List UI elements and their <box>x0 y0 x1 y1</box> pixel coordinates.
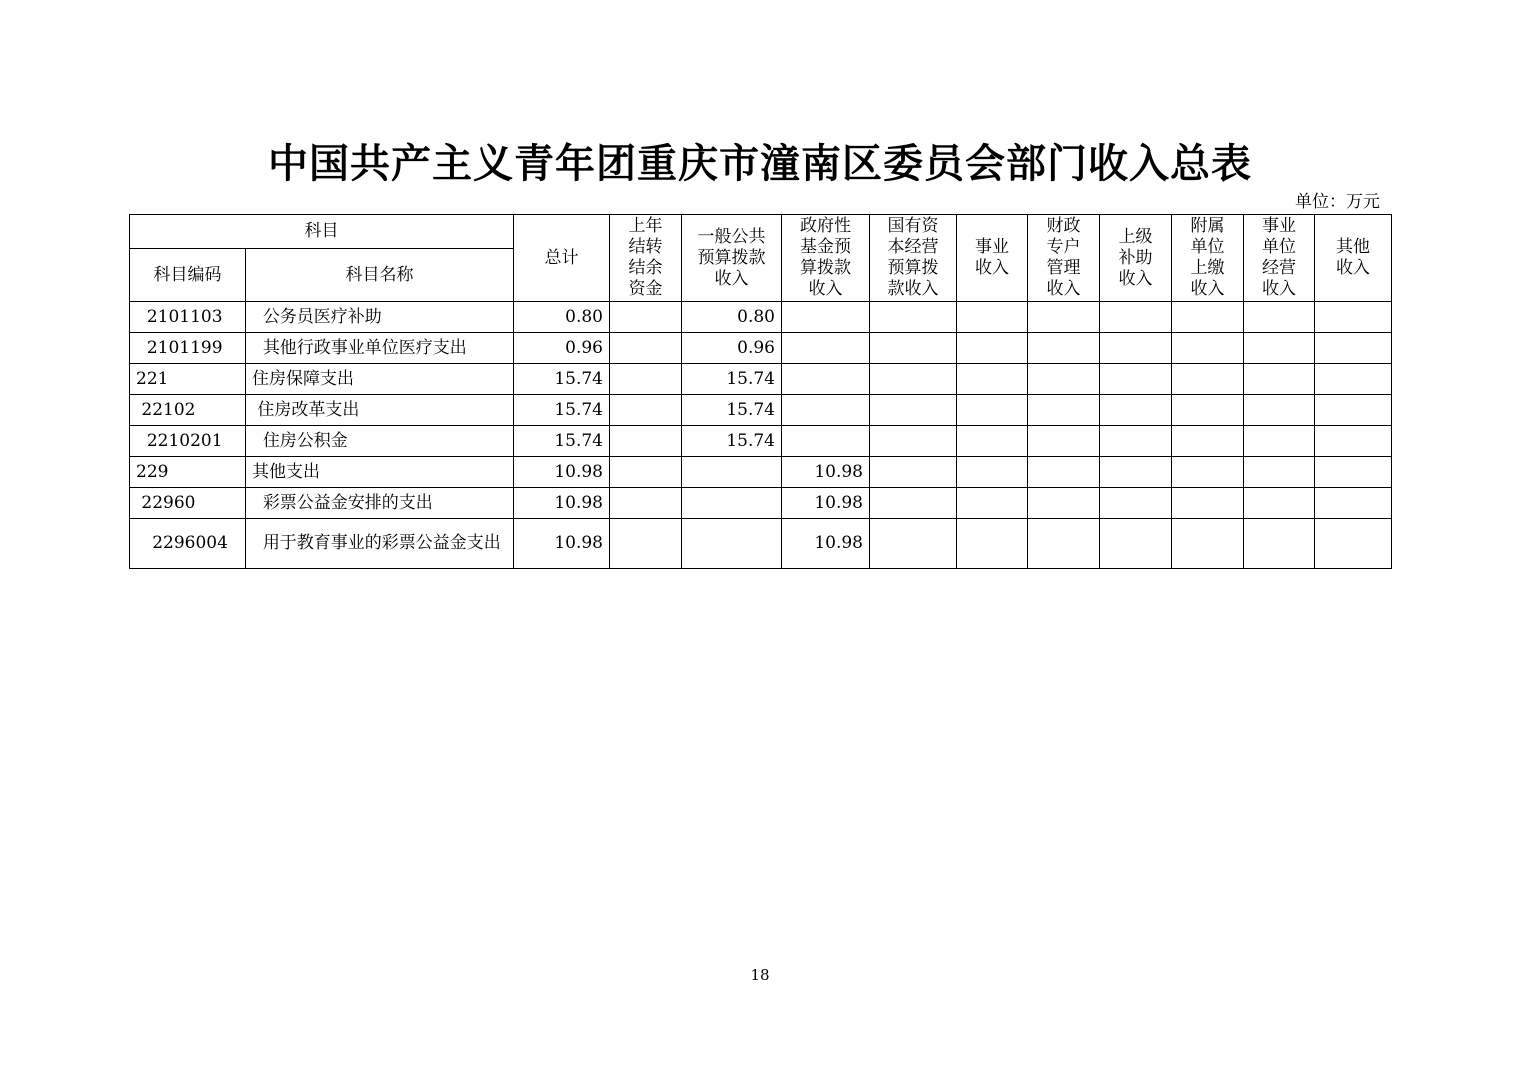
cell-stateop <box>870 302 957 333</box>
cell-fiscal <box>1028 364 1100 395</box>
cell-total: 10.98 <box>514 519 610 569</box>
cell-code: 2296004 <box>130 519 246 569</box>
cell-name: 住房公积金 <box>246 426 514 457</box>
header-subject-name: 科目名称 <box>246 249 514 302</box>
cell-general <box>682 519 782 569</box>
cell-affiliated <box>1172 488 1244 519</box>
cell-other <box>1315 395 1392 426</box>
cell-affiliated <box>1172 364 1244 395</box>
cell-general: 0.80 <box>682 302 782 333</box>
cell-govfund: 10.98 <box>782 488 870 519</box>
cell-affiliated <box>1172 395 1244 426</box>
cell-stateop <box>870 395 957 426</box>
cell-business <box>957 395 1028 426</box>
cell-govfund: 10.98 <box>782 457 870 488</box>
cell-other <box>1315 426 1392 457</box>
cell-carryover <box>610 302 682 333</box>
cell-total: 0.80 <box>514 302 610 333</box>
cell-business <box>957 457 1028 488</box>
header-other-income: 其他 收入 <box>1315 215 1392 302</box>
cell-fiscal <box>1028 519 1100 569</box>
cell-superior <box>1100 364 1172 395</box>
cell-business <box>957 302 1028 333</box>
header-carryover: 上年 结转 结余 资金 <box>610 215 682 302</box>
cell-carryover <box>610 519 682 569</box>
cell-superior <box>1100 519 1172 569</box>
cell-affiliated <box>1172 333 1244 364</box>
cell-carryover <box>610 395 682 426</box>
cell-carryover <box>610 488 682 519</box>
cell-affiliated <box>1172 519 1244 569</box>
page-title: 中国共产主义青年团重庆市潼南区委员会部门收入总表 <box>268 140 1252 187</box>
header-business-income: 事业 收入 <box>957 215 1028 302</box>
cell-stateop <box>870 488 957 519</box>
cell-other <box>1315 519 1392 569</box>
cell-carryover <box>610 457 682 488</box>
header-operating-income: 事业 单位 经营 收入 <box>1244 215 1315 302</box>
cell-fiscal <box>1028 333 1100 364</box>
cell-total: 0.96 <box>514 333 610 364</box>
header-subject: 科目 <box>130 215 514 249</box>
cell-total: 10.98 <box>514 457 610 488</box>
income-summary-table <box>129 214 1392 569</box>
cell-business <box>957 519 1028 569</box>
header-fiscal-account: 财政 专户 管理 收入 <box>1028 215 1100 302</box>
cell-superior <box>1100 395 1172 426</box>
cell-fiscal <box>1028 426 1100 457</box>
header-subject-code: 科目编码 <box>130 249 246 302</box>
cell-general: 0.96 <box>682 333 782 364</box>
table-row <box>130 333 1392 364</box>
table-row <box>130 395 1392 426</box>
cell-business <box>957 488 1028 519</box>
cell-fiscal <box>1028 302 1100 333</box>
table-row <box>130 302 1392 333</box>
table-row <box>130 457 1392 488</box>
cell-name: 其他支出 <box>246 457 514 488</box>
cell-business <box>957 426 1028 457</box>
cell-other <box>1315 457 1392 488</box>
cell-govfund: 10.98 <box>782 519 870 569</box>
cell-govfund <box>782 426 870 457</box>
header-gov-fund: 政府性 基金预 算拨款 收入 <box>782 215 870 302</box>
cell-operating <box>1244 395 1315 426</box>
cell-govfund <box>782 364 870 395</box>
cell-general: 15.74 <box>682 426 782 457</box>
cell-carryover <box>610 333 682 364</box>
cell-stateop <box>870 333 957 364</box>
cell-name: 其他行政事业单位医疗支出 <box>246 333 514 364</box>
cell-operating <box>1244 302 1315 333</box>
cell-stateop <box>870 519 957 569</box>
cell-superior <box>1100 457 1172 488</box>
unit-label: 单位：万元 <box>1295 192 1380 212</box>
header-state-capital: 国有资 本经营 预算拨 款收入 <box>870 215 957 302</box>
header-general-budget: 一般公共 预算拨款 收入 <box>682 215 782 302</box>
cell-govfund <box>782 302 870 333</box>
cell-code: 229 <box>130 457 246 488</box>
cell-code: 22102 <box>130 395 246 426</box>
cell-total: 15.74 <box>514 364 610 395</box>
cell-other <box>1315 302 1392 333</box>
table-row <box>130 364 1392 395</box>
cell-code: 221 <box>130 364 246 395</box>
cell-other <box>1315 333 1392 364</box>
cell-total: 15.74 <box>514 426 610 457</box>
cell-govfund <box>782 333 870 364</box>
cell-stateop <box>870 426 957 457</box>
cell-superior <box>1100 302 1172 333</box>
cell-other <box>1315 364 1392 395</box>
cell-govfund <box>782 395 870 426</box>
cell-name: 用于教育事业的彩票公益金支出 <box>246 519 514 569</box>
cell-affiliated <box>1172 302 1244 333</box>
cell-name: 住房保障支出 <box>246 364 514 395</box>
cell-operating <box>1244 426 1315 457</box>
cell-carryover <box>610 364 682 395</box>
cell-fiscal <box>1028 488 1100 519</box>
page-number: 18 <box>750 966 770 984</box>
cell-operating <box>1244 364 1315 395</box>
cell-superior <box>1100 333 1172 364</box>
cell-code: 2210201 <box>130 426 246 457</box>
cell-fiscal <box>1028 457 1100 488</box>
cell-fiscal <box>1028 395 1100 426</box>
cell-superior <box>1100 488 1172 519</box>
cell-stateop <box>870 457 957 488</box>
cell-name: 住房改革支出 <box>246 395 514 426</box>
cell-stateop <box>870 364 957 395</box>
cell-operating <box>1244 488 1315 519</box>
cell-total: 15.74 <box>514 395 610 426</box>
cell-operating <box>1244 333 1315 364</box>
cell-affiliated <box>1172 426 1244 457</box>
cell-business <box>957 333 1028 364</box>
header-affiliated-units: 附属 单位 上缴 收入 <box>1172 215 1244 302</box>
cell-other <box>1315 488 1392 519</box>
cell-business <box>957 364 1028 395</box>
cell-name: 公务员医疗补助 <box>246 302 514 333</box>
header-total: 总计 <box>514 215 610 302</box>
cell-carryover <box>610 426 682 457</box>
cell-general <box>682 488 782 519</box>
cell-affiliated <box>1172 457 1244 488</box>
cell-general <box>682 457 782 488</box>
cell-superior <box>1100 426 1172 457</box>
cell-operating <box>1244 519 1315 569</box>
cell-name: 彩票公益金安排的支出 <box>246 488 514 519</box>
cell-operating <box>1244 457 1315 488</box>
header-superior-subsidy: 上级 补助 收入 <box>1100 215 1172 302</box>
cell-total: 10.98 <box>514 488 610 519</box>
cell-code: 2101199 <box>130 333 246 364</box>
table-row <box>130 519 1392 569</box>
table-row <box>130 488 1392 519</box>
table-row <box>130 426 1392 457</box>
cell-general: 15.74 <box>682 364 782 395</box>
cell-code: 2101103 <box>130 302 246 333</box>
cell-code: 22960 <box>130 488 246 519</box>
cell-general: 15.74 <box>682 395 782 426</box>
